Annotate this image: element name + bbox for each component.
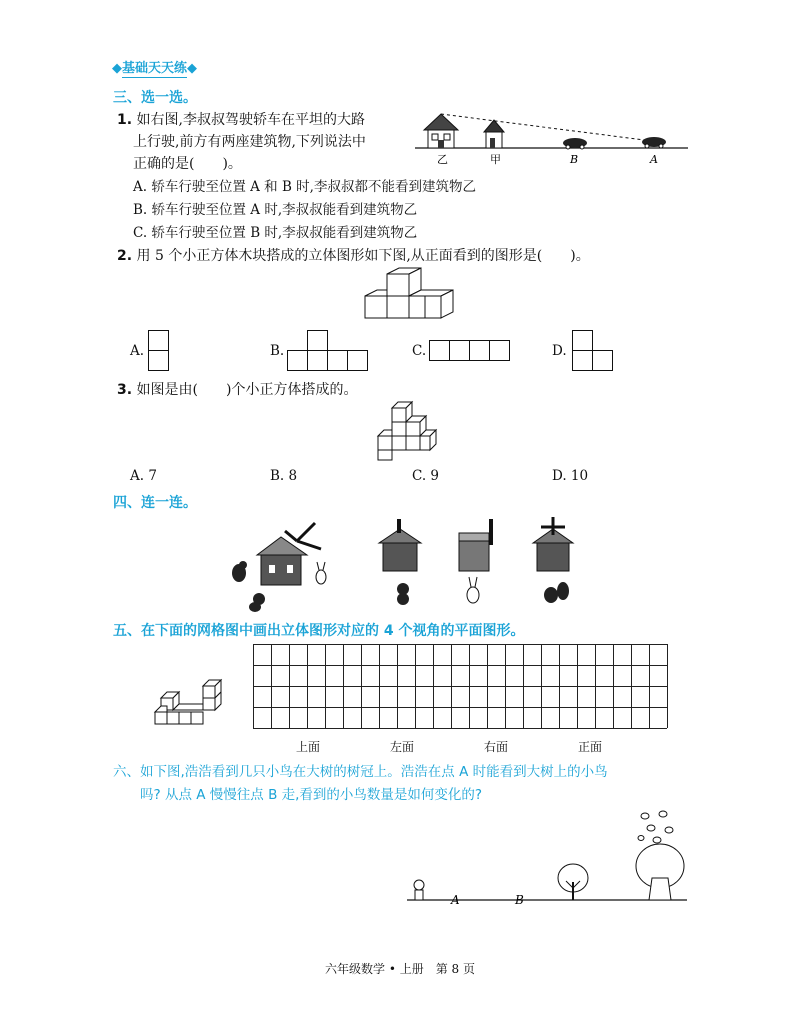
q3-option-b: B. 8: [270, 468, 298, 484]
q1-figure: [410, 108, 690, 168]
q3-option-c: C. 9: [412, 468, 440, 484]
big-tree-icon: [636, 844, 684, 900]
q2-cube-figure: [355, 268, 465, 326]
birds-icon: [638, 811, 673, 843]
q2-option-b-label: B.: [270, 343, 285, 359]
q1-option-b: B. 轿车行驶至位置 A 时,李叔叔能看到建筑物乙: [133, 202, 418, 218]
q2-option-b-figure: [287, 330, 371, 372]
section6-line2: 吗? 从点 A 慢慢往点 B 走,看到的小鸟数量是如何变化的?: [140, 787, 483, 803]
q3-line: [117, 378, 357, 402]
q2-option-d-figure: [572, 330, 616, 372]
section6-line1: 六、如下图,浩浩看到几只小鸟在大树的树冠上。浩浩在点 A 时能看到大树上的小鸟: [113, 764, 608, 780]
building-jia-icon: [484, 120, 504, 148]
monkey-icon: [249, 593, 265, 612]
section6-figure: [405, 808, 690, 908]
q1-number: 1.: [117, 112, 133, 128]
label-yi: 乙: [437, 153, 448, 166]
q2-text: 用 5 个小正方体木块搭成的立体图形如下图,从正面看到的图形是( )。: [136, 248, 590, 264]
point-a-label: A: [451, 893, 460, 907]
q1-option-c: C. 轿车行驶至位置 B 时,李叔叔能看到建筑物乙: [133, 225, 418, 241]
section5-heading: 五、在下面的网格图中画出立体图形对应的 4 个视角的平面图形。: [113, 623, 525, 639]
view-2-icon: [459, 519, 493, 571]
section4-heading: 四、连一连。: [113, 495, 197, 511]
rabbit-icon: [467, 577, 479, 603]
building-yi-icon: [424, 114, 458, 148]
small-tree-icon: [558, 864, 588, 900]
practice-banner: [112, 57, 197, 76]
view-1-icon: [379, 519, 421, 571]
banner-label: 基础天天练: [122, 61, 188, 76]
section4-scene: [225, 515, 595, 615]
label-jia: 甲: [490, 153, 501, 166]
q3-option-a: A. 7: [130, 468, 157, 484]
squirrel-icon: [232, 561, 247, 582]
squirrel-icon: [544, 582, 569, 603]
q3-option-d: D. 10: [552, 468, 589, 484]
q1-line1: [117, 108, 365, 132]
boy-icon: [414, 880, 424, 900]
car-b-icon: [563, 138, 587, 149]
view-label-left: 左面: [390, 740, 415, 754]
drawing-grid[interactable]: [253, 644, 669, 730]
label-b: B: [570, 153, 579, 166]
car-a-icon: [642, 137, 666, 148]
q1-option-a: A. 轿车行驶至位置 A 和 B 时,李叔叔都不能看到建筑物乙: [133, 179, 476, 195]
q2-number: 2.: [117, 248, 133, 264]
section5-cube-figure: [155, 678, 227, 730]
monkey-icon: [397, 583, 409, 605]
q2-option-c-figure: [429, 340, 513, 362]
point-b-label: B: [515, 893, 524, 907]
q2-option-a-figure: [148, 330, 170, 372]
view-label-front: 正面: [578, 740, 603, 754]
q2-option-c-label: C.: [412, 343, 427, 359]
q3-number: 3.: [117, 382, 133, 398]
q1-line2: 上行驶,前方有两座建筑物,下列说法中: [133, 134, 366, 150]
q2-option-a-label: A.: [130, 343, 145, 359]
sight-line: [441, 114, 660, 142]
view-label-right: 右面: [484, 740, 509, 754]
q1-line3: 正确的是( )。: [133, 156, 242, 172]
page-footer: 六年级数学 • 上册 第 8 页: [325, 962, 475, 976]
q3-text: 如图是由( )个小正方体搭成的。: [136, 382, 358, 398]
diamond-icon: ◆: [112, 61, 122, 76]
diamond-icon: ◆: [187, 61, 198, 76]
section3-heading: 三、选一选。: [113, 90, 197, 106]
q2-option-d-label: D.: [552, 343, 567, 359]
windmill-house-icon: [257, 523, 321, 585]
q2-line: [117, 244, 590, 268]
view-3-icon: [533, 517, 573, 571]
label-a: A: [650, 153, 658, 166]
q1-text-1: 如右图,李叔叔驾驶轿车在平坦的大路: [136, 112, 365, 128]
rabbit-icon: [316, 562, 326, 584]
q3-cube-figure: [378, 400, 438, 462]
view-label-top: 上面: [296, 740, 321, 754]
